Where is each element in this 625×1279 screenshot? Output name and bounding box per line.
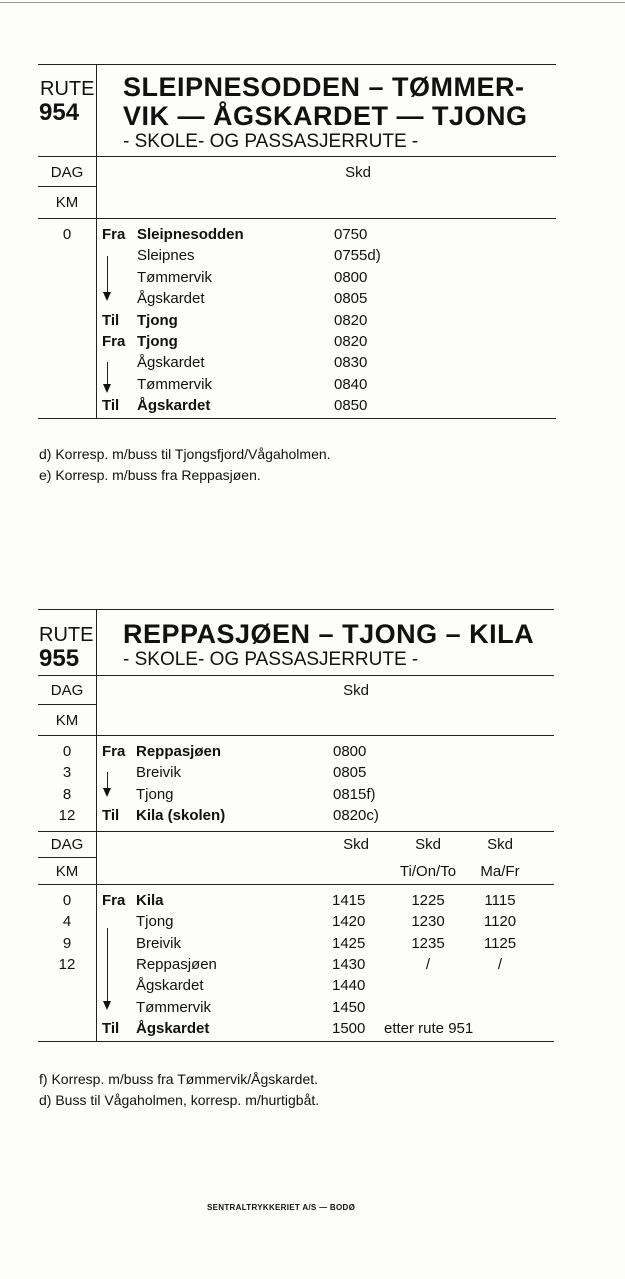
header-top-rule bbox=[38, 64, 556, 65]
direction-label: Til bbox=[102, 807, 120, 824]
departure-time-col3: / bbox=[497, 956, 503, 973]
departure-time-col1: 1430 bbox=[332, 956, 366, 973]
stop-name: Ågskardet bbox=[137, 397, 211, 414]
departure-time-col2: 1230 bbox=[411, 913, 445, 930]
departure-time-col2: / bbox=[425, 956, 431, 973]
departure-time-col1: 1500 bbox=[332, 1020, 366, 1037]
arrow-down-icon bbox=[102, 1001, 112, 1011]
stop-name: Breivik bbox=[136, 935, 182, 952]
col1-header: Skd bbox=[343, 836, 369, 853]
direction-label: Fra bbox=[102, 333, 126, 350]
km-rule bbox=[38, 218, 556, 219]
arrow-down-icon bbox=[102, 384, 112, 394]
footnote-e: e) Korresp. m/buss fra Reppasjøen. bbox=[39, 467, 261, 483]
departure-time: 0830 bbox=[334, 354, 368, 371]
km-value: 0 bbox=[62, 892, 72, 909]
stop-name: Reppasjøen bbox=[136, 743, 222, 760]
km-label-2: KM bbox=[55, 863, 79, 880]
departure-time: 0820 bbox=[334, 333, 368, 350]
section-divider-rule bbox=[38, 831, 554, 832]
route-title-line1: SLEIPNESODDEN – TØMMER- bbox=[123, 72, 525, 102]
km-value: 0 bbox=[62, 743, 72, 760]
rute-number: 954 bbox=[39, 99, 80, 126]
arrow-down-icon bbox=[102, 788, 112, 798]
departure-time: 0820 bbox=[334, 312, 368, 329]
km-label: KM bbox=[55, 712, 79, 729]
stop-name: Tjong bbox=[137, 312, 178, 329]
departure-time: 0805 bbox=[333, 764, 367, 781]
skd-header: Skd bbox=[345, 164, 371, 181]
stop-name: Sleipnesodden bbox=[137, 226, 244, 243]
direction-label: Til bbox=[102, 397, 120, 414]
km-rule-2 bbox=[38, 884, 554, 885]
page-top-edge bbox=[0, 2, 625, 3]
rute-number: 955 bbox=[39, 645, 80, 672]
direction-label: Fra bbox=[102, 743, 126, 760]
departure-time: 0750 bbox=[334, 226, 368, 243]
departure-time: 0850 bbox=[334, 397, 368, 414]
table-bottom-rule bbox=[38, 1041, 554, 1042]
route-title-line2: VIK — ÅGSKARDET — TJONG bbox=[123, 101, 528, 131]
stop-name: Ågskardet bbox=[136, 977, 204, 994]
footnote-d: d) Buss til Vågaholmen, korresp. m/hurtigbåt. bbox=[39, 1092, 320, 1108]
km-value: 12 bbox=[58, 807, 76, 824]
km-value: 3 bbox=[62, 764, 72, 781]
dag-rule bbox=[38, 186, 96, 187]
dag-rule bbox=[38, 704, 96, 705]
direction-label: Til bbox=[102, 312, 120, 329]
km-rule bbox=[38, 735, 554, 736]
route-title: REPPASJØEN – TJONG – KILA bbox=[123, 619, 535, 649]
departure-time-col1: 1440 bbox=[332, 977, 366, 994]
direction-label: Fra bbox=[102, 892, 126, 909]
stop-name: Tømmervik bbox=[137, 269, 212, 286]
stop-name: Tjong bbox=[137, 333, 178, 350]
stop-name: Tømmervik bbox=[137, 376, 212, 393]
dag-label-2: DAG bbox=[50, 836, 84, 853]
col2-days: Ti/On/To bbox=[399, 863, 457, 880]
departure-time-col1: 1450 bbox=[332, 999, 366, 1016]
header-bottom-rule bbox=[38, 675, 554, 676]
stop-name: Tømmervik bbox=[136, 999, 211, 1016]
departure-time-col1: 1415 bbox=[332, 892, 366, 909]
departure-time-col2: etter rute 951 bbox=[384, 1020, 474, 1037]
departure-time: 0815f) bbox=[333, 786, 376, 803]
departure-time: 0800 bbox=[333, 743, 367, 760]
departure-time-col2: 1225 bbox=[411, 892, 445, 909]
col3-days: Ma/Fr bbox=[480, 863, 520, 880]
departure-time: 0800 bbox=[334, 269, 368, 286]
stop-name: Reppasjøen bbox=[136, 956, 217, 973]
km-value: 4 bbox=[62, 913, 72, 930]
departure-time: 0755d) bbox=[334, 247, 381, 264]
stop-name: Tjong bbox=[136, 786, 174, 803]
arrow-down-icon bbox=[102, 292, 112, 302]
km-label: KM bbox=[55, 194, 79, 211]
col2-header: Skd bbox=[415, 836, 441, 853]
direction-arrow-line bbox=[107, 256, 108, 296]
route-subtitle: - SKOLE- OG PASSASJERRUTE - bbox=[123, 131, 419, 152]
stop-name: Kila (skolen) bbox=[136, 807, 226, 824]
rute-label: RUTE bbox=[40, 78, 95, 100]
dag-label: DAG bbox=[50, 682, 84, 699]
col3-header: Skd bbox=[487, 836, 513, 853]
stop-name: Breivik bbox=[136, 764, 182, 781]
departure-time-col1: 1425 bbox=[332, 935, 366, 952]
skd-header: Skd bbox=[343, 682, 369, 699]
rute-label: RUTE bbox=[39, 624, 94, 646]
km-value: 8 bbox=[62, 786, 72, 803]
header-bottom-rule bbox=[38, 156, 556, 157]
route-subtitle: - SKOLE- OG PASSASJERRUTE - bbox=[123, 649, 419, 670]
direction-label: Fra bbox=[102, 226, 126, 243]
departure-time-col1: 1420 bbox=[332, 913, 366, 930]
departure-time: 0840 bbox=[334, 376, 368, 393]
departure-time: 0820c) bbox=[333, 807, 379, 824]
departure-time-col3: 1125 bbox=[483, 935, 517, 952]
departure-time: 0805 bbox=[334, 290, 368, 307]
direction-arrow-line bbox=[107, 928, 108, 1004]
km-value: 9 bbox=[62, 935, 72, 952]
footnote-f: f) Korresp. m/buss fra Tømmervik/Ågskardet. bbox=[39, 1071, 319, 1087]
direction-label: Til bbox=[102, 1020, 120, 1037]
km-value: 12 bbox=[58, 956, 76, 973]
stop-name: Ågskardet bbox=[136, 1020, 210, 1037]
table-bottom-rule bbox=[38, 418, 556, 419]
stop-name: Tjong bbox=[136, 913, 174, 930]
header-top-rule bbox=[38, 609, 554, 610]
km-column-divider bbox=[96, 64, 97, 418]
stop-name: Kila bbox=[136, 892, 164, 909]
departure-time-col3: 1115 bbox=[484, 892, 516, 909]
departure-time-col3: 1120 bbox=[483, 913, 517, 930]
km-column-divider bbox=[96, 609, 97, 1041]
dag-rule-2 bbox=[38, 857, 96, 858]
printer-imprint: SENTRALTRYKKERIET A/S — BODØ bbox=[207, 1203, 356, 1212]
footnote-d: d) Korresp. m/buss til Tjongsfjord/Vågaholmen. bbox=[39, 446, 331, 462]
stop-name: Sleipnes bbox=[137, 247, 195, 264]
km-value: 0 bbox=[62, 226, 72, 243]
stop-name: Ågskardet bbox=[137, 354, 205, 371]
stop-name: Ågskardet bbox=[137, 290, 205, 307]
dag-label: DAG bbox=[50, 164, 84, 181]
departure-time-col2: 1235 bbox=[411, 935, 445, 952]
